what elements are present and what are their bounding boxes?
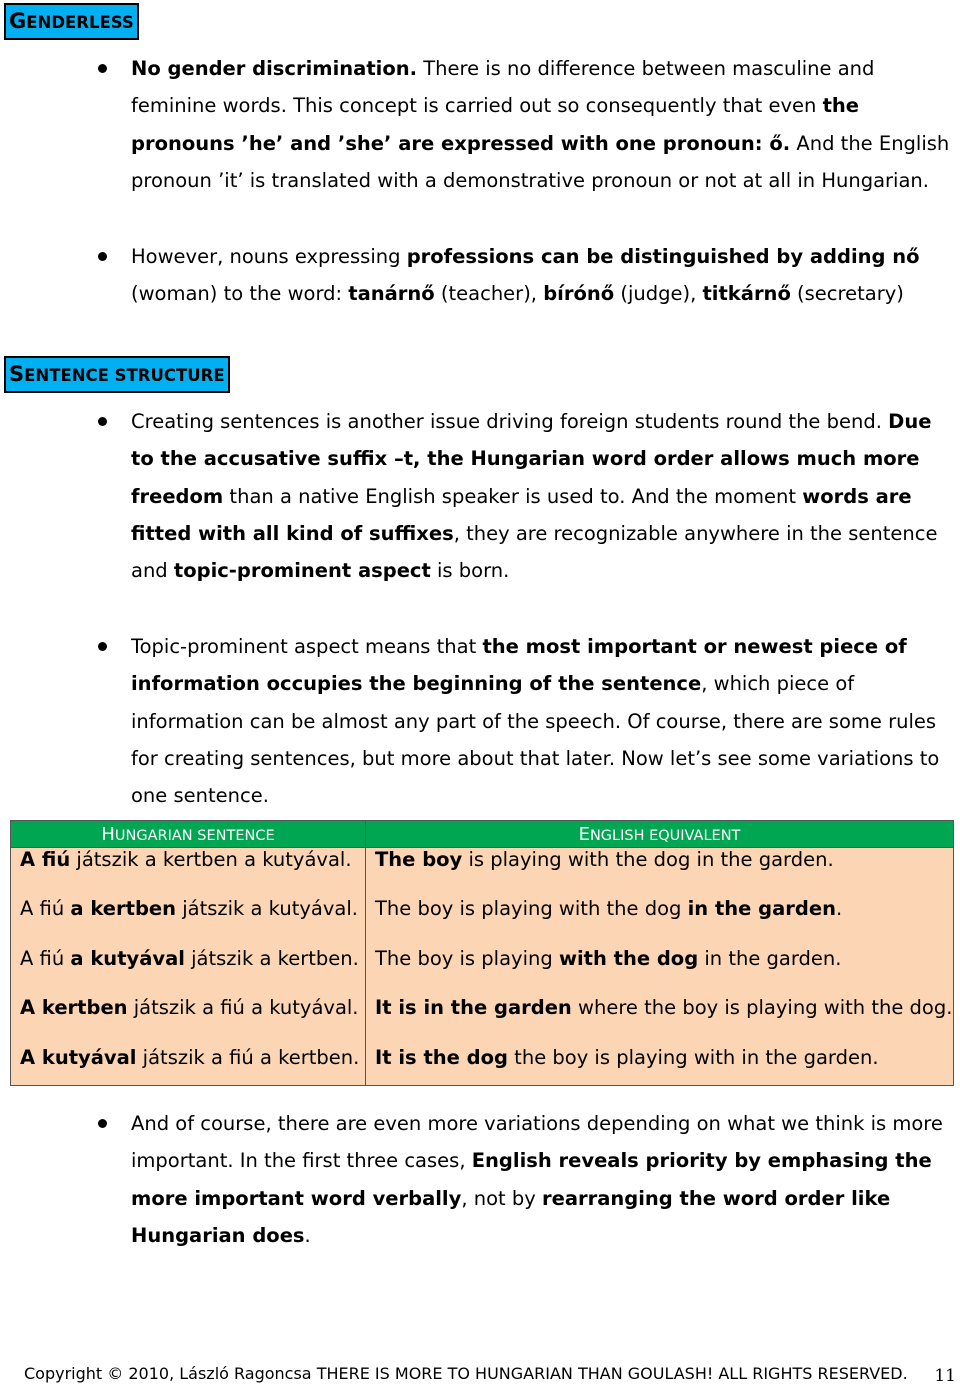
text-run: The boy is playing (375, 946, 559, 970)
bold-text: topic-prominent aspect (173, 559, 431, 583)
hungarian-cell (11, 848, 366, 898)
text-run: A fiú (20, 897, 71, 921)
text-run: . (835, 897, 843, 921)
header-english-equivalent (366, 821, 954, 848)
bold-text: the most important or newest piece of information occupies the beginning of the sentence (131, 635, 907, 696)
bold-text: No gender discrimination. (131, 57, 418, 80)
bold-text: in the garden (687, 897, 836, 921)
header-initial: H (101, 824, 115, 845)
bullet-dot (98, 417, 107, 426)
bullet-dot (98, 64, 107, 73)
bold-text: with the dog (558, 946, 699, 970)
bullet-text (131, 238, 960, 313)
bold-text: A kertben (20, 996, 128, 1020)
table-header-row (11, 821, 954, 848)
bullet-dot (98, 642, 107, 651)
bold-text: English reveals priority by emphasing the more important word verbally (131, 1149, 932, 1210)
table-row (11, 996, 954, 1045)
text-run: (judge), (614, 282, 703, 306)
bold-text: It is in the garden (375, 996, 572, 1020)
bullet-text (131, 403, 960, 589)
text-run: , they are recognizable anywhere in the sentence and (131, 521, 938, 583)
text-run: játszik a kutyával. (176, 897, 358, 921)
bold-text: professions can be distinguished by adding nő (406, 245, 920, 268)
table-row (11, 1046, 954, 1086)
text-run: There is no difference between masculine and feminine words. This concept is carried out so consequently that even (131, 57, 875, 118)
english-cell (366, 897, 954, 946)
text-run: A fiú (20, 946, 71, 970)
bold-text: A fiú (20, 848, 71, 871)
bullet-text (131, 1105, 960, 1254)
text-run: is born. (430, 559, 510, 583)
heading-rest: ENDERLESS (26, 13, 134, 32)
bold-text: titkárnő (702, 282, 791, 306)
copyright-footer: Copyright © 2010, László Ragoncsa THERE IS MORE TO HUNGARIAN THAN GOULASH! ALL RIGHTS RESERVED. (24, 1364, 908, 1383)
text-run: Topic-prominent aspect means that (131, 635, 483, 658)
bold-text: The boy (375, 848, 463, 871)
text-run: However, nouns expressing (131, 245, 407, 268)
bold-text: Due to the accusative suffix –t, the Hungarian word order allows much more freedom (131, 410, 932, 508)
bold-text: rearranging the word order like Hungarian does (131, 1186, 891, 1247)
bullet-dot (98, 1119, 107, 1128)
bullet-item (131, 50, 960, 199)
bullet-item (131, 1105, 960, 1254)
text-run: And of course, there are even more variations depending on what we think is more important. In the first three cases, (131, 1112, 943, 1173)
text-run: játszik a fiú a kertben. (136, 1045, 360, 1069)
text-run: Creating sentences is another issue driving foreign students round the bend. (131, 410, 889, 433)
english-cell (366, 1046, 954, 1086)
bullet-item (131, 628, 960, 814)
text-run: játszik a fiú a kutyával. (127, 996, 359, 1020)
table-row (11, 848, 954, 898)
bold-text: the pronouns ’he’ and ’she’ are expressed with one pronoun: ő. (131, 94, 860, 155)
bold-text: a kertben (70, 897, 177, 921)
header-rest: UNGARIAN SENTENCE (114, 828, 275, 844)
header-initial: E (578, 824, 590, 845)
table-row (11, 897, 954, 946)
heading-rest: ENTENCE STRUCTURE (24, 366, 225, 385)
text-run: than a native English speaker is used to. And the moment (223, 484, 803, 508)
text-run: játszik a kertben a kutyával. (70, 848, 352, 871)
bullet-text (131, 50, 960, 199)
text-run: (secretary) (790, 282, 904, 306)
bold-text: It is the dog (375, 1045, 508, 1069)
text-run: , which piece of information can be almost any part of the speech. Of course, there are some rules for creating sentences, but more about that later. Now let’s see some variations to one sentence. (131, 672, 940, 808)
bullet-item (131, 403, 960, 589)
section-heading-sentence-structure (4, 356, 230, 393)
english-cell (366, 947, 954, 996)
text-run: in the garden. (698, 946, 842, 970)
text-run: is playing with the dog in the garden. (462, 848, 834, 871)
text-run: where the boy is playing with the dog. (571, 996, 953, 1020)
text-run: , not by (461, 1186, 542, 1210)
text-run: játszik a kertben. (184, 946, 359, 970)
hungarian-cell (11, 996, 366, 1045)
text-run: the boy is playing with in the garden. (507, 1045, 879, 1069)
bold-text: bírónő (543, 282, 615, 306)
text-run: The boy is playing with the dog (375, 897, 688, 921)
bold-text: words are fitted with all kind of suffixes (131, 484, 912, 545)
text-run: (woman) to the word: (131, 282, 349, 306)
bold-text: A kutyával (20, 1045, 137, 1069)
bullet-text (131, 628, 960, 814)
text-run: And the English pronoun ’it’ is translated with a demonstrative pronoun or not at all in Hungarian. (131, 131, 950, 192)
page-number: 11 (934, 1366, 956, 1386)
hungarian-cell (11, 1046, 366, 1086)
table-row (11, 947, 954, 996)
heading-initial: G (9, 9, 27, 33)
text-run: (teacher), (434, 282, 544, 306)
hungarian-cell (11, 897, 366, 946)
text-run: . (304, 1223, 311, 1247)
header-hungarian-sentence (11, 821, 366, 848)
english-cell (366, 848, 954, 898)
heading-initial: S (9, 362, 25, 386)
bullet-item (131, 238, 960, 313)
english-cell (366, 996, 954, 1045)
bullet-dot (98, 252, 107, 261)
sentence-comparison-table (10, 820, 954, 1086)
hungarian-cell (11, 947, 366, 996)
header-rest: NGLISH EQUIVALENT (589, 828, 741, 844)
bold-text: tanárnő (348, 282, 435, 306)
bold-text: a kutyával (70, 946, 185, 970)
section-heading-genderless (4, 3, 139, 40)
